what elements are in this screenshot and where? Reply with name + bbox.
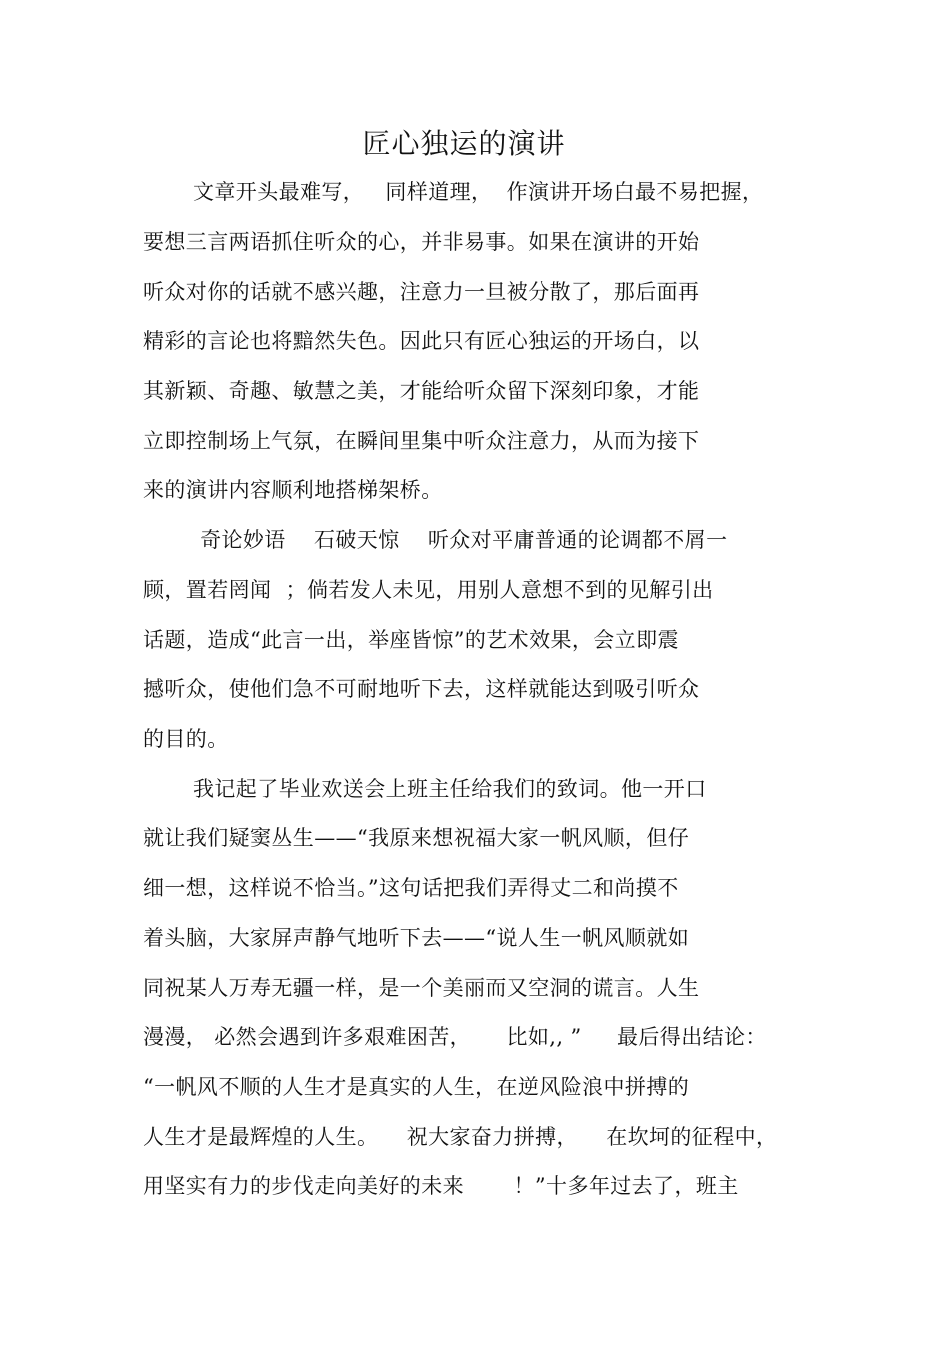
paragraph-2-line-4: 撼听众，使他们急不可耐地听下去，这样就能达到吸引听众 — [143, 677, 700, 701]
paragraph-2-line-1: 奇论妙语 石破天惊 听众对平庸普通的论调都不屑一 — [193, 528, 728, 552]
document-title: 匠心独运的演讲 — [362, 127, 566, 160]
paragraph-3-line-1: 我记起了毕业欢送会上班主任给我们的致词。他一开口 — [193, 777, 707, 801]
paragraph-3-line-3: 细一想，这样说不恰当。”这句话把我们弄得丈二和尚摸不 — [143, 876, 679, 900]
paragraph-1-line-3: 听众对你的话就不感兴趣，注意力一旦被分散了，那后面再 — [143, 280, 700, 304]
paragraph-3-line-9: 用坚实有力的步伐走向美好的未来 ！”十多年过去了，班主 — [143, 1174, 739, 1198]
paragraph-1-line-7: 来的演讲内容顺利地搭梯架桥。 — [143, 478, 443, 502]
paragraph-1-line-2: 要想三言两语抓住听众的心，并非易事。如果在演讲的开始 — [143, 230, 700, 254]
paragraph-1-line-4: 精彩的言论也将黯然失色。因此只有匠心独运的开场白，以 — [143, 329, 700, 353]
paragraph-3-line-2: 就让我们疑窦丛生——“我原来想祝福大家一帆风顺，但仔 — [143, 826, 690, 850]
paragraph-3-line-7: “一帆风不顺的人生才是真实的人生，在逆风险浪中拼搏的 — [143, 1075, 690, 1099]
paragraph-1-line-5: 其新颖、奇趣、敏慧之美，才能给听众留下深刻印象，才能 — [143, 379, 700, 403]
paragraph-2-line-3: 话题，造成“此言一出，举座皆惊”的艺术效果，会立即震 — [143, 628, 679, 652]
paragraph-2-line-5: 的目的。 — [143, 727, 229, 751]
paragraph-2-line-2: 顾，置若罔闻 ；倘若发人未见，用别人意想不到的见解引出 — [143, 578, 714, 602]
paragraph-3-line-4: 着头脑，大家屏声静气地听下去——“说人生一帆风顺就如 — [143, 926, 690, 950]
paragraph-1-line-1: 文章开头最难写， 同样道理， 作演讲开场白最不易把握， — [193, 180, 764, 204]
paragraph-3-line-5: 同祝某人万寿无疆一样，是一个美丽而又空洞的谎言。人生 — [143, 976, 700, 1000]
paragraph-3-line-8: 人生才是最辉煌的人生。 祝大家奋力拼搏， 在坎坷的征程中， — [143, 1125, 778, 1149]
paragraph-1-line-6: 立即控制场上气氛，在瞬间里集中听众注意力，从而为接下 — [143, 429, 700, 453]
paragraph-3-line-6: 漫漫， 必然会遇到许多艰难困苦， 比如,, ” 最后得出结论： — [143, 1025, 767, 1049]
